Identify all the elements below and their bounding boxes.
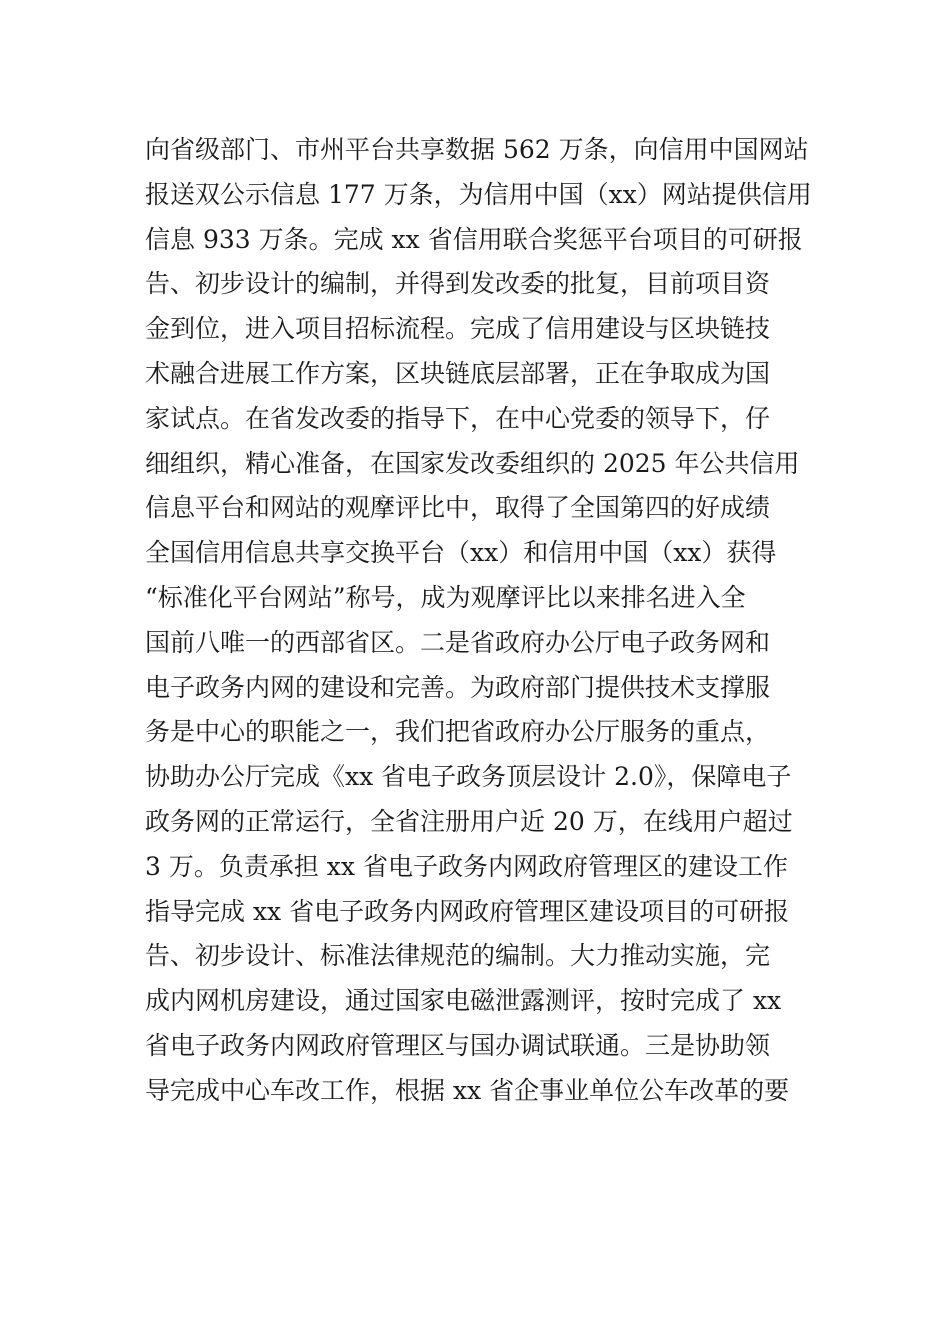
text-line: 告、初步设计的编制，并得到发改委的批复，目前项目资 <box>145 269 771 299</box>
text-line: 报送双公示信息 177 万条，为信用中国（xx）网站提供信用 <box>145 179 812 209</box>
text-line: 政务网的正常运行，全省注册用户近 20 万，在线用户超过 <box>145 806 793 836</box>
text-line: 细组织，精心准备，在国家发改委组织的 2025 年公共信用 <box>145 448 800 478</box>
text-line: 省电子政务内网政府管理区与国办调试联通。三是协助领 <box>145 1030 771 1060</box>
text-line: 告、初步设计、标准法律规范的编制。大力推动实施，完 <box>145 941 771 971</box>
text-line: “标准化平台网站”称号，成为观摩评比以来排名进入全 <box>145 582 746 612</box>
text-line: 向省级部门、市州平台共享数据 562 万条，向信用中国网站 <box>145 135 809 164</box>
text-line: 3 万。负责承担 xx 省电子政务内网政府管理区的建设工作 <box>145 851 788 881</box>
text-line: 电子政务内网的建设和完善。为政府部门提供技术支撑服 <box>145 672 771 702</box>
body-text <box>145 128 845 1114</box>
text-line: 协助办公厅完成《xx 省电子政务顶层设计 2.0》，保障电子 <box>145 762 792 792</box>
text-line: 金到位，进入项目招标流程。完成了信用建设与区块链技 <box>145 314 771 344</box>
text-line: 全国信用信息共享交换平台（xx）和信用中国（xx）获得 <box>145 538 777 568</box>
text-line: 家试点。在省发改委的指导下，在中心党委的领导下，仔 <box>145 403 771 433</box>
text-line: 导完成中心车改工作，根据 xx 省企事业单位公车改革的要 <box>145 1075 790 1105</box>
text-line: 务是中心的职能之一，我们把省政府办公厅服务的重点， <box>145 717 771 747</box>
text-line: 成内网机房建设，通过国家电磁泄露测评，按时完成了 xx <box>145 986 782 1016</box>
text-line: 国前八唯一的西部省区。二是省政府办公厅电子政务网和 <box>145 627 771 657</box>
text-line: 指导完成 xx 省电子政务内网政府管理区建设项目的可研报 <box>145 896 790 926</box>
text-line: 术融合进展工作方案，区块链底层部署，正在争取成为国 <box>145 358 771 388</box>
text-line: 信息平台和网站的观摩评比中，取得了全国第四的好成绩 <box>145 493 771 523</box>
text-line: 信息 933 万条。完成 xx 省信用联合奖惩平台项目的可研报 <box>145 224 803 254</box>
